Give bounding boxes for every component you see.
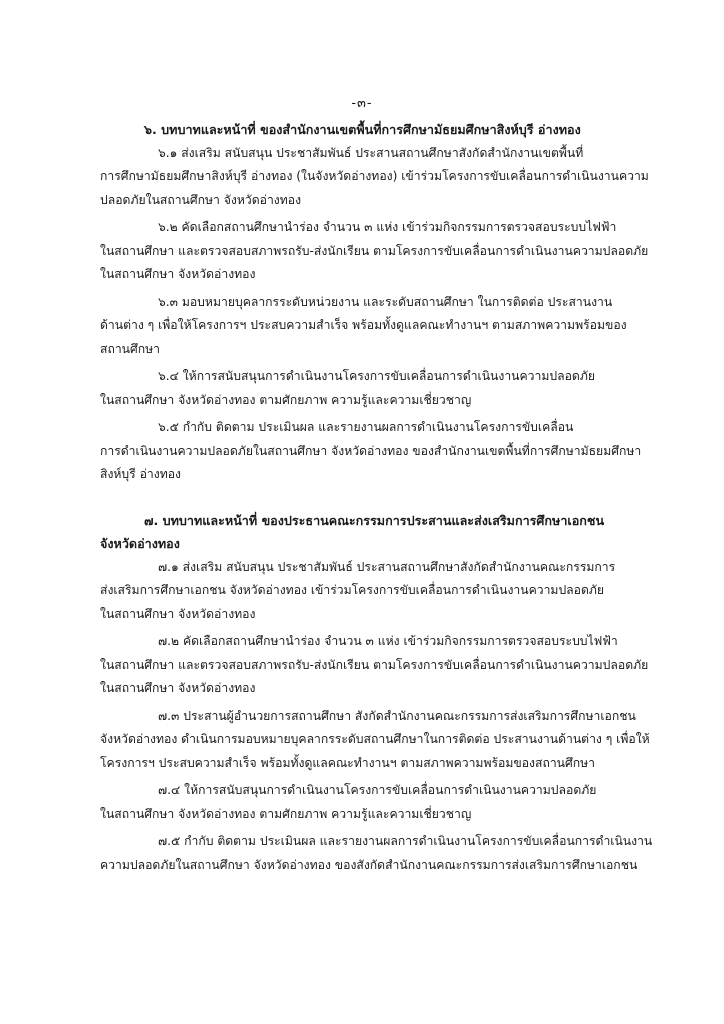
paragraph-line: ส่งเสริมการศึกษาเอกชน จังหวัดอ่างทอง เข้าร่วมโครงการขับเคลื่อนการดำเนินงานความปลอดภัย xyxy=(100,583,605,597)
page-number: -๓- xyxy=(351,96,373,111)
paragraph-line: ในสถานศึกษา จังหวัดอ่างทอง xyxy=(100,681,256,695)
paragraph-line: ด้านต่าง ๆ เพื่อให้โครงการฯ ประสบความสำเร็จ พร้อมทั้งดูแลคณะทำงานฯ ตามสภาพความพร้อมของ xyxy=(100,318,627,332)
paragraph-line: ๖.๕ กำกับ ติดตาม ประเมินผล และรายงานผลการดำเนินงานโครงการขับเคลื่อน xyxy=(158,420,574,434)
paragraph-line: ๗.๑ ส่งเสริม สนับสนุน ประชาสัมพันธ์ ประสานสถานศึกษาสังกัดสำนักงานคณะกรรมการ xyxy=(158,559,616,574)
list-item xyxy=(100,365,652,412)
paragraph-line: ๖.๔ ให้การสนับสนุนการดำเนินงานโครงการขับเคลื่อนการดำเนินงานความปลอดภัย xyxy=(158,369,595,383)
paragraph-line: ความปลอดภัยในสถานศึกษา จังหวัดอ่างทอง ของสังกัดสำนักงานคณะกรรมการส่งเสริมการศึกษาเอกชน xyxy=(100,857,638,872)
list-item xyxy=(100,142,652,213)
paragraph-line: ในสถานศึกษา จังหวัดอ่างทอง ตามศักยภาพ ความรู้และความเชี่ยวชาญ xyxy=(100,806,472,821)
list-item xyxy=(100,630,652,701)
paragraph-line: สถานศึกษา xyxy=(100,341,160,356)
heading-line: ๖. บทบาทและหน้าที่ ของสำนักงานเขตพื้นที่การศึกษามัธยมศึกษาสิงห์บุรี อ่างทอง xyxy=(144,122,581,137)
paragraph-line: จังหวัดอ่างทอง ดำเนินการมอบหมายบุคลากรระดับสถานศึกษาในการติดต่อ ประสานงานด้านต่าง ๆ เพื่อให้ xyxy=(100,732,650,746)
list-item xyxy=(100,779,652,826)
list-item xyxy=(100,291,652,362)
list-item xyxy=(100,216,652,287)
paragraph-line: การดำเนินงานความปลอดภัยในสถานศึกษา จังหวัดอ่างทอง ของสำนักงานเขตพื้นที่การศึกษามัธยมศึกษา xyxy=(100,443,642,458)
section-heading xyxy=(100,509,652,556)
paragraph-line: ๗.๓ ประสานผู้อำนวยการสถานศึกษา สังกัดสำนักงานคณะกรรมการส่งเสริมการศึกษาเอกชน xyxy=(158,708,636,723)
paragraph-line: สิงห์บุรี อ่างทอง xyxy=(100,467,181,481)
paragraph-line: ๖.๓ มอบหมายบุคลากรระดับหน่วยงาน และระดับสถานศึกษา ในการติดต่อ ประสานงาน xyxy=(158,294,613,309)
paragraph-line: ปลอดภัยในสถานศึกษา จังหวัดอ่างทอง xyxy=(100,192,302,207)
list-item xyxy=(100,705,652,776)
list-item xyxy=(100,416,652,487)
paragraph-line: ๗.๒ คัดเลือกสถานศึกษานำร่อง จำนวน ๓ แห่ง เข้าร่วมกิจกรรมการตรวจสอบระบบไฟฟ้า xyxy=(158,634,618,648)
paragraph-line: ๗.๔ ให้การสนับสนุนการดำเนินงานโครงการขับเคลื่อนการดำเนินงานความปลอดภัย xyxy=(158,783,597,797)
paragraph-line: ๗.๕ กำกับ ติดตาม ประเมินผล และรายงานผลการดำเนินงานโครงการขับเคลื่อนการดำเนินงาน xyxy=(158,834,652,848)
paragraph-line: ๖.๑ ส่งเสริม สนับสนุน ประชาสัมพันธ์ ประสานสถานศึกษาสังกัดสำนักงานเขตพื้นที่ xyxy=(158,145,584,160)
paragraph-line: ในสถานศึกษา จังหวัดอ่างทอง xyxy=(100,267,256,281)
paragraph-line: ๖.๒ คัดเลือกสถานศึกษานำร่อง จำนวน ๓ แห่ง เข้าร่วมกิจกรรมการตรวจสอบระบบไฟฟ้า xyxy=(158,220,617,234)
list-item xyxy=(100,556,652,627)
paragraph-line: ในสถานศึกษา จังหวัดอ่างทอง ตามศักยภาพ ความรู้และความเชี่ยวชาญ xyxy=(100,392,472,407)
paragraph-line: การศึกษามัธยมศึกษาสิงห์บุรี อ่างทอง (ในจังหวัดอ่างทอง) เข้าร่วมโครงการขับเคลื่อนการดำเนินงานความ xyxy=(100,169,649,183)
section-7 xyxy=(100,509,652,878)
list-item xyxy=(100,830,652,877)
section-6 xyxy=(100,118,652,487)
paragraph-line: ในสถานศึกษา จังหวัดอ่างทอง xyxy=(100,606,256,621)
heading-line: ๗. บทบาทและหน้าที่ ของประธานคณะกรรมการประสานและส่งเสริมการศึกษาเอกชน xyxy=(144,512,605,528)
paragraph-line: ในสถานศึกษา และตรวจสอบสภาพรถรับ-ส่งนักเรียน ตามโครงการขับเคลื่อนการดำเนินงานความปลอดภัย xyxy=(100,243,649,258)
document-body xyxy=(100,118,652,877)
heading-line: จังหวัดอ่างทอง xyxy=(100,536,180,551)
paragraph-line: ในสถานศึกษา และตรวจสอบสภาพรถรับ-ส่งนักเรียน ตามโครงการขับเคลื่อนการดำเนินงานความปลอดภัย xyxy=(100,657,649,672)
paragraph-line: โครงการฯ ประสบความสำเร็จ พร้อมทั้งดูแลคณะทำงานฯ ตามสภาพความพร้อมของสถานศึกษา xyxy=(100,755,595,770)
section-heading xyxy=(100,118,652,142)
